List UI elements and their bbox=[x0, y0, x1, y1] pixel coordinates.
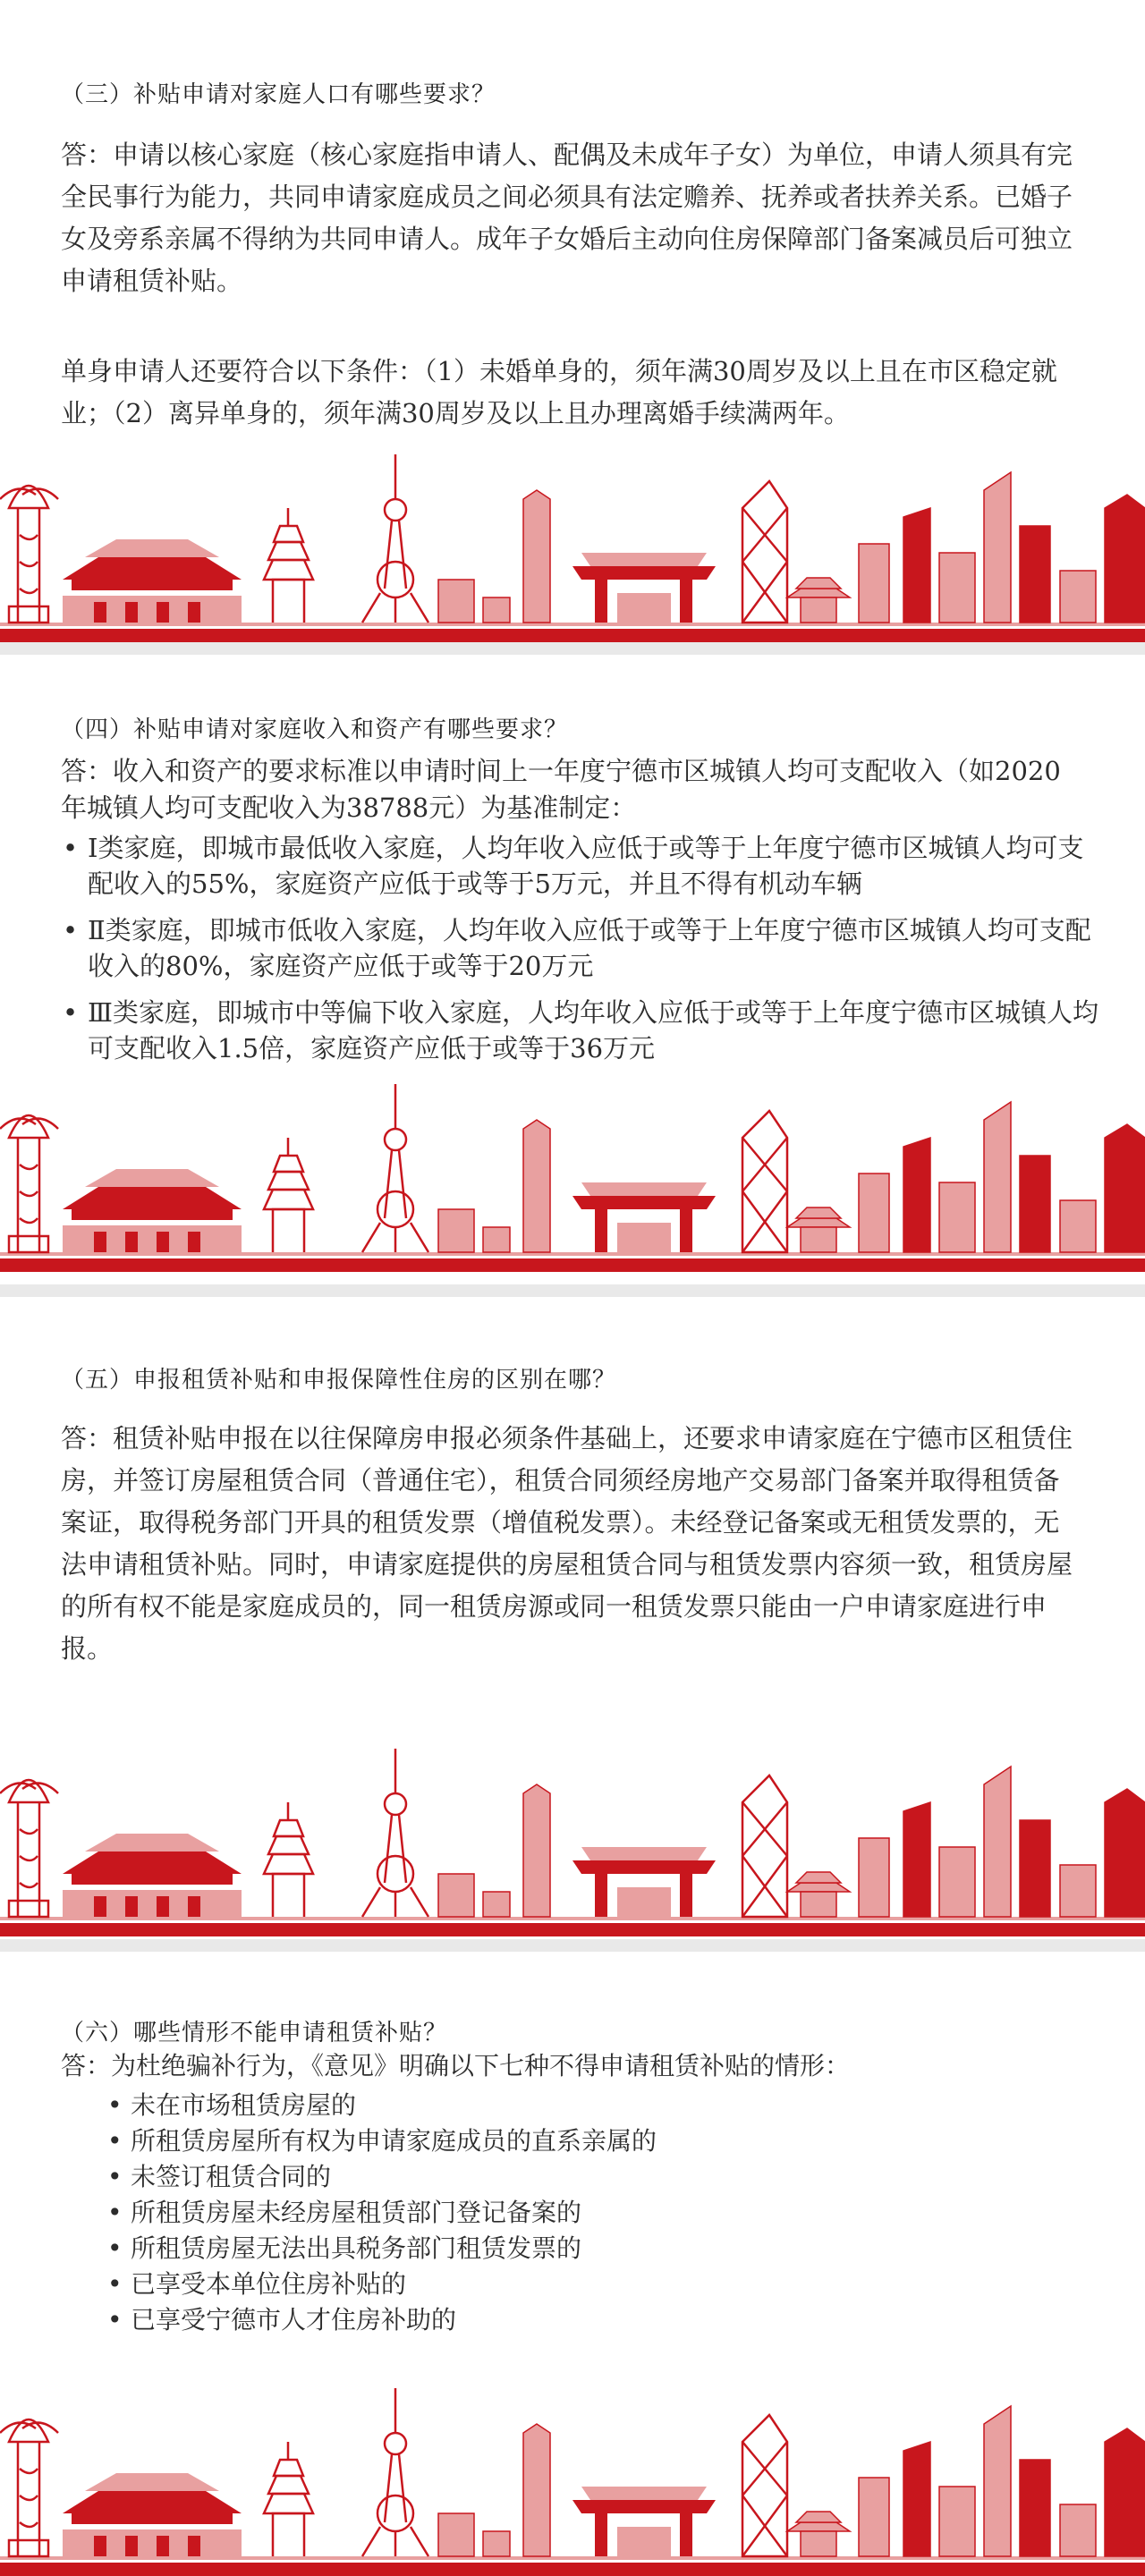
section-title: （三）补贴申请对家庭人口有哪些要求？ bbox=[61, 81, 496, 108]
list-item: • Ⅰ类家庭，即城市最低收入家庭，人均年收入应低于或等于上年度宁德市区城镇人均可支配收入的55%，家庭资产应低于或等于5万元，并且不得有机动车辆 bbox=[63, 833, 1084, 899]
list-item: • 未在市场租赁房屋的 bbox=[107, 2090, 357, 2120]
list-item: • 已享受宁德市人才住房补助的 bbox=[107, 2305, 457, 2334]
extra-paragraph: 单身申请人还要符合以下条件：（1）未婚单身的，须年满30周岁及以上且在市区稳定就业；（2）离异单身的，须年满30周岁及以上且办理离婚手续满两年。 bbox=[61, 356, 1057, 428]
list-item: • 所租赁房屋所有权为申请家庭成员的直系亲属的 bbox=[107, 2126, 657, 2156]
list-item: • Ⅲ类家庭，即城市中等偏下收入家庭，人均年收入应低于或等于上年度宁德市区城镇人均可支配收入1.5倍，家庭资产应低于或等于36万元 bbox=[63, 997, 1098, 1063]
answer-paragraph: 答：为杜绝骗补行为，《意见》明确以下七种不得申请租赁补贴的情形： bbox=[61, 2051, 851, 2080]
section-title: （五）申报租赁补贴和申报保障性住房的区别在哪？ bbox=[61, 1367, 617, 1394]
section-title: （六）哪些情形不能申请租赁补贴？ bbox=[61, 2020, 448, 2046]
section-4 bbox=[0, 655, 1145, 1284]
answer-paragraph: 答：租赁补贴申报在以往保障房申报必须条件基础上，还要求申请家庭在宁德市区租赁住房，并签订房屋租赁合同（普通住宅），租赁合同须经房地产交易部门备案并取得租赁备案证，取得税务部门开具的租赁发票（增值税发票）。未经登记备案或无租赁发票的，无法申请租赁补贴。同时，申请家庭提供的房屋租赁合同与租赁发票内容须一致，租赁房屋的所有权不能是家庭成员的，同一租赁房源或同一租赁发票只能由一户申请家庭进行申报。 bbox=[61, 1423, 1073, 1664]
skyline-banner bbox=[0, 1740, 1145, 1936]
list-item: • 已享受本单位住房补贴的 bbox=[107, 2269, 407, 2299]
skyline-banner bbox=[0, 1075, 1145, 1272]
list-item: • 未签订租赁合同的 bbox=[107, 2162, 332, 2191]
section-divider bbox=[0, 642, 1145, 655]
answer-paragraph: 答：收入和资产的要求标准以申请时间上一年度宁德市区城镇人均可支配收入（如2020年城镇人均可支配收入为38788元）为基准制定： bbox=[61, 756, 1061, 823]
exclusion-list bbox=[107, 2088, 657, 2338]
section-divider bbox=[0, 1939, 1145, 1952]
section-5 bbox=[0, 1297, 1145, 1939]
skyline-banner bbox=[0, 445, 1145, 642]
answer-paragraph: 答：申请以核心家庭（核心家庭指申请人、配偶及未成年子女）为单位，申请人须具有完全民事行为能力，共同申请家庭成员之间必须具有法定赡养、抚养或者扶养关系。已婚子女及旁系亲属不得纳为共同申请人。成年子女婚后主动向住房保障部门备案减员后可独立申请租赁补贴。 bbox=[61, 140, 1073, 296]
section-6 bbox=[0, 1952, 1145, 2576]
section-3 bbox=[0, 0, 1145, 642]
list-item: • 所租赁房屋未经房屋租赁部门登记备案的 bbox=[107, 2198, 582, 2227]
list-item: • Ⅱ类家庭，即城市低收入家庭，人均年收入应低于或等于上年度宁德市区城镇人均可支配收入的80%，家庭资产应低于或等于20万元 bbox=[63, 915, 1091, 981]
skyline-banner bbox=[0, 2379, 1145, 2576]
list-item: • 所租赁房屋无法出具税务部门租赁发票的 bbox=[107, 2233, 582, 2263]
section-title: （四）补贴申请对家庭收入和资产有哪些要求？ bbox=[61, 716, 569, 743]
section-divider bbox=[0, 1284, 1145, 1297]
income-criteria-list bbox=[61, 830, 1098, 1077]
